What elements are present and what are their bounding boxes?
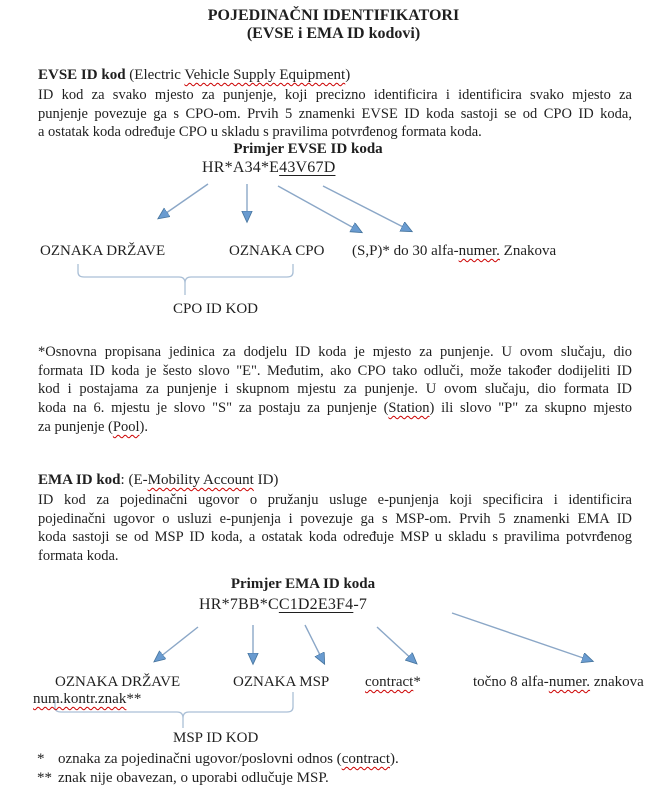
label-length-info: točno 8 alfa-numer. znakova [473, 674, 644, 690]
evse-example-title: Primjer EVSE ID koda [233, 141, 383, 157]
text-line: *Osnovna propisana jedinica za dodjelu ID koda je mjesto za punjenje. U ovom slučaju, dio [38, 344, 632, 360]
label-cpo-code: OZNAKA CPO [229, 243, 325, 259]
text-line: punjenje povezuje ga s CPO-om. Prvih 5 znamenki EVSE ID koda sastoji se od CPO ID koda, [38, 105, 632, 122]
footnote-1-marker: * [37, 751, 45, 767]
label-msp-code: OZNAKA MSP [233, 674, 330, 690]
text-line: pojedinačni ugovor o usluzi e-punjenja i povezuje ga s MSP-om. Prvih 5 znamenki EMA ID [38, 510, 632, 527]
text-line: formata ID koda je šesto slovo "E". Međutim, ako CPO tako odluči, može također dodijeliti ID [38, 362, 632, 379]
subtitle: (EVSE i EMA ID kodovi) [246, 25, 421, 42]
text-line: koda sastoji se od MSP ID koda, a ostatak koda određuje MSP u skladu s pravilima potvrđenog [38, 529, 632, 546]
text-line: kod i postajama za punjenje i skupnom mjestu za punjenje. U ovom slučaju, dio formata ID [38, 381, 632, 398]
ema-example-title: Primjer EMA ID koda [230, 576, 376, 592]
footnote-1-text: oznaka za pojedinačni ugovor/poslovni odnos (contract). [58, 751, 399, 767]
text-line: a ostatak koda određuje CPO u skladu s pravilima potvrđenog formata koda. [38, 124, 482, 141]
evse-example-code: HR*A34*E43V67D [202, 159, 336, 176]
evse-section-heading: EVSE ID kod (Electric Vehicle Supply Equipment) [38, 67, 351, 83]
arrow-icon [323, 186, 411, 231]
text-line: koda na 6. mjestu je slovo "S" za postaju za punjenje (Station) ili slovo "P" za skupno mjesto [38, 400, 632, 417]
main-title: POJEDINAČNI IDENTIFIKATORI [207, 7, 460, 24]
label-contract: contract* [365, 674, 421, 690]
label-msp-id-kod: MSP ID KOD [173, 730, 259, 746]
ema-example-code: HR*7BB*CC1D2E3F4-7 [199, 596, 368, 613]
ema-description [38, 491, 632, 565]
label-country-code-ema: OZNAKA DRŽAVE [55, 674, 181, 690]
label-country-code: OZNAKA DRŽAVE [40, 243, 166, 259]
arrow-icon [377, 627, 416, 663]
text-line: za punjenje (Pool). [38, 418, 148, 435]
evse-description [38, 86, 632, 142]
footnote-1 [37, 751, 399, 768]
arrow-icon [159, 184, 208, 218]
label-cpo-id-kod: CPO ID KOD [173, 301, 259, 317]
arrow-icon [305, 625, 324, 663]
brace-cpo-icon [78, 264, 293, 295]
text-line: formata koda. [38, 547, 119, 564]
text-line: ID kod za pojedinačni ugovor o pružanju usluge e-punjenja koji specificira i identificira [38, 492, 632, 508]
label-evse-suffix: (S,P)* do 30 alfa-numer. Znakova [352, 243, 557, 259]
arrow-icon [278, 186, 361, 232]
arrow-icon [452, 613, 592, 661]
label-control-char: num.kontr.znak** [33, 691, 142, 707]
ema-section-heading: EMA ID kod: (E-Mobility Account ID) [38, 472, 279, 488]
note-paragraph [38, 343, 632, 437]
footnote-2-marker: ** [37, 770, 52, 786]
arrow-icon [155, 627, 198, 661]
footnote-2-text: znak nije obavezan, o uporabi odlučuje MSP. [58, 770, 329, 786]
footnote-2 [37, 770, 329, 787]
text-line: ID kod za svako mjesto za punjenje, koji precizno identificira i identificira svako mjesto za [38, 87, 632, 103]
